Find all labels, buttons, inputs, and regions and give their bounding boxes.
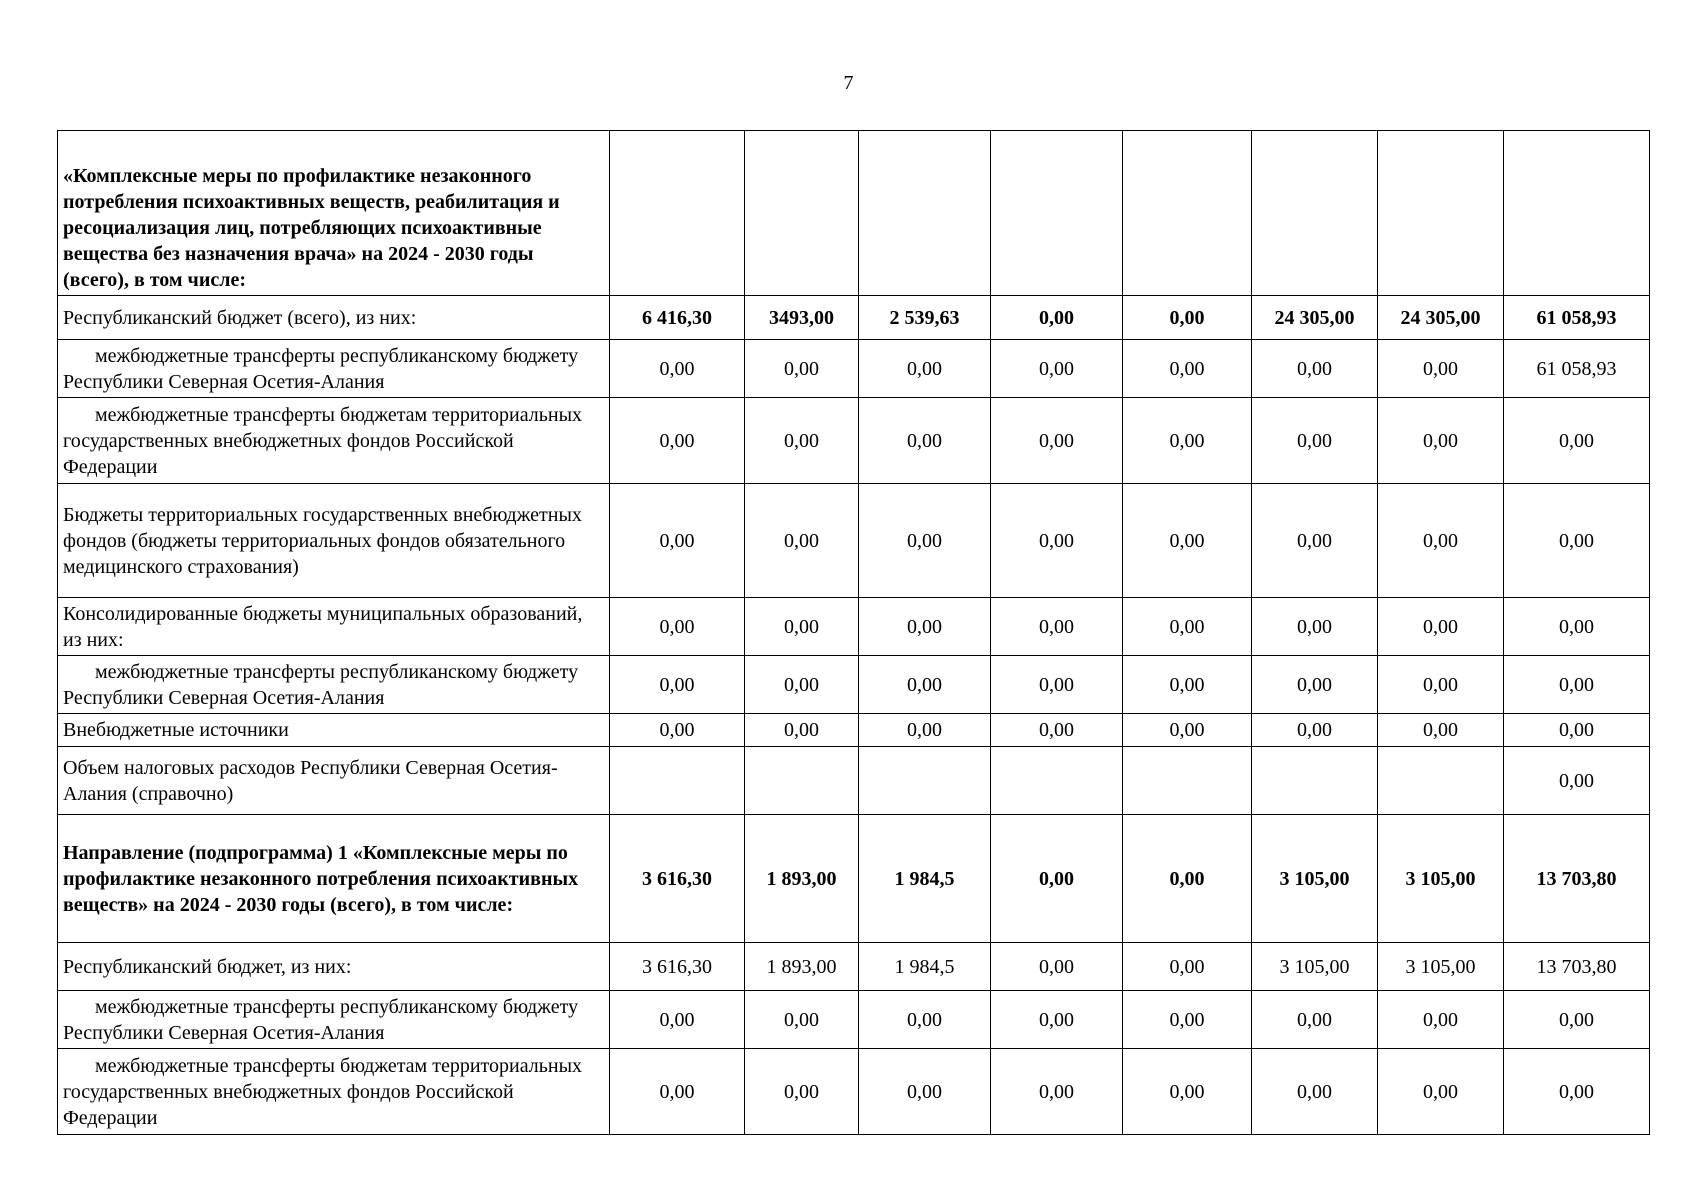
value-cell: 0,00 xyxy=(1252,598,1378,656)
table-row xyxy=(58,714,1650,747)
value-cell: 0,00 xyxy=(745,398,859,484)
value-cell: 1 893,00 xyxy=(745,943,859,991)
value-cell xyxy=(745,747,859,815)
value-cell: 13 703,80 xyxy=(1504,943,1650,991)
value-cell: 0,00 xyxy=(1252,656,1378,714)
table-row xyxy=(58,991,1650,1049)
value-cell: 0,00 xyxy=(991,1049,1123,1135)
value-cell xyxy=(859,131,991,296)
value-cell xyxy=(610,131,745,296)
value-cell: 0,00 xyxy=(1378,484,1504,598)
value-cell: 0,00 xyxy=(1123,656,1252,714)
value-cell: 0,00 xyxy=(745,1049,859,1135)
value-cell: 3 105,00 xyxy=(1378,815,1504,943)
value-cell: 0,00 xyxy=(1123,296,1252,340)
value-cell: 0,00 xyxy=(1252,484,1378,598)
table-row xyxy=(58,815,1650,943)
value-cell: 0,00 xyxy=(991,815,1123,943)
row-label: Объем налоговых расходов Республики Северная Осетия-Алания (справочно) xyxy=(58,747,610,815)
value-cell: 0,00 xyxy=(1123,815,1252,943)
value-cell: 0,00 xyxy=(1378,598,1504,656)
row-label: межбюджетные трансферты республиканскому бюджету Республики Северная Осетия-Алания xyxy=(58,340,610,398)
value-cell: 0,00 xyxy=(859,340,991,398)
table-row xyxy=(58,1049,1650,1135)
value-cell xyxy=(859,747,991,815)
value-cell: 0,00 xyxy=(610,991,745,1049)
row-label: Республиканский бюджет (всего), из них: xyxy=(58,296,610,340)
value-cell: 0,00 xyxy=(610,484,745,598)
value-cell: 0,00 xyxy=(1252,991,1378,1049)
value-cell: 0,00 xyxy=(1123,991,1252,1049)
value-cell: 0,00 xyxy=(1378,656,1504,714)
value-cell: 0,00 xyxy=(991,340,1123,398)
table-row xyxy=(58,943,1650,991)
table-row xyxy=(58,747,1650,815)
value-cell: 61 058,93 xyxy=(1504,340,1650,398)
value-cell: 2 539,63 xyxy=(859,296,991,340)
value-cell: 0,00 xyxy=(745,484,859,598)
value-cell: 1 984,5 xyxy=(859,815,991,943)
value-cell: 0,00 xyxy=(991,484,1123,598)
value-cell: 0,00 xyxy=(1378,398,1504,484)
row-label: межбюджетные трансферты республиканскому бюджету Республики Северная Осетия-Алания xyxy=(58,656,610,714)
value-cell: 0,00 xyxy=(859,656,991,714)
value-cell: 0,00 xyxy=(1504,398,1650,484)
value-cell xyxy=(1504,131,1650,296)
row-label: Внебюджетные источники xyxy=(58,714,610,747)
value-cell xyxy=(1123,747,1252,815)
value-cell: 0,00 xyxy=(1504,747,1650,815)
value-cell: 0,00 xyxy=(1378,714,1504,747)
value-cell: 6 416,30 xyxy=(610,296,745,340)
value-cell xyxy=(1378,131,1504,296)
value-cell: 3 105,00 xyxy=(1378,943,1504,991)
value-cell: 0,00 xyxy=(991,714,1123,747)
value-cell: 0,00 xyxy=(1123,943,1252,991)
value-cell xyxy=(991,747,1123,815)
value-cell xyxy=(1123,131,1252,296)
value-cell: 0,00 xyxy=(991,656,1123,714)
value-cell: 0,00 xyxy=(1123,484,1252,598)
value-cell xyxy=(610,747,745,815)
value-cell xyxy=(1252,747,1378,815)
value-cell: 0,00 xyxy=(610,340,745,398)
value-cell: 0,00 xyxy=(1504,484,1650,598)
value-cell: 0,00 xyxy=(745,598,859,656)
value-cell: 0,00 xyxy=(859,398,991,484)
value-cell: 61 058,93 xyxy=(1504,296,1650,340)
value-cell: 3 105,00 xyxy=(1252,815,1378,943)
value-cell: 0,00 xyxy=(1252,1049,1378,1135)
table-row xyxy=(58,131,1650,296)
value-cell: 24 305,00 xyxy=(1378,296,1504,340)
value-cell: 0,00 xyxy=(991,398,1123,484)
table-row xyxy=(58,656,1650,714)
value-cell: 0,00 xyxy=(991,943,1123,991)
value-cell: 0,00 xyxy=(1504,991,1650,1049)
row-label: «Комплексные меры по профилактике незаконного потребления психоактивных веществ, реабилитация и ресоциализация лиц, потребляющих психоактивные вещества без назначения врача» на 2024 - 2030 годы (всего), в том числе: xyxy=(58,131,610,296)
value-cell: 0,00 xyxy=(610,398,745,484)
value-cell: 24 305,00 xyxy=(1252,296,1378,340)
value-cell: 0,00 xyxy=(1504,1049,1650,1135)
value-cell: 0,00 xyxy=(1123,1049,1252,1135)
value-cell: 3 616,30 xyxy=(610,815,745,943)
value-cell: 0,00 xyxy=(1504,656,1650,714)
row-label: Консолидированные бюджеты муниципальных образований, из них: xyxy=(58,598,610,656)
value-cell: 0,00 xyxy=(1252,340,1378,398)
value-cell: 0,00 xyxy=(1123,598,1252,656)
table-row xyxy=(58,398,1650,484)
value-cell: 3 616,30 xyxy=(610,943,745,991)
value-cell: 0,00 xyxy=(610,656,745,714)
row-label: межбюджетные трансферты бюджетам территориальных государственных внебюджетных фондов Российской Федерации xyxy=(58,398,610,484)
budget-table xyxy=(57,130,1650,1135)
value-cell: 0,00 xyxy=(1123,714,1252,747)
value-cell: 0,00 xyxy=(610,1049,745,1135)
value-cell: 0,00 xyxy=(1123,398,1252,484)
row-label: Республиканский бюджет, из них: xyxy=(58,943,610,991)
table-row xyxy=(58,598,1650,656)
value-cell: 0,00 xyxy=(859,991,991,1049)
row-label: межбюджетные трансферты бюджетам территориальных государственных внебюджетных фондов Российской Федерации xyxy=(58,1049,610,1135)
value-cell: 0,00 xyxy=(1378,340,1504,398)
value-cell: 0,00 xyxy=(610,598,745,656)
table-row xyxy=(58,484,1650,598)
row-label: Направление (подпрограмма) 1 «Комплексные меры по профилактике незаконного потребления психоактивных веществ» на 2024 - 2030 годы (всего), в том числе: xyxy=(58,815,610,943)
value-cell: 0,00 xyxy=(859,714,991,747)
value-cell: 1 984,5 xyxy=(859,943,991,991)
value-cell: 0,00 xyxy=(1378,1049,1504,1135)
value-cell xyxy=(745,131,859,296)
value-cell: 0,00 xyxy=(1123,340,1252,398)
value-cell: 1 893,00 xyxy=(745,815,859,943)
table-body xyxy=(58,131,1650,1135)
row-label: Бюджеты территориальных государственных внебюджетных фондов (бюджеты территориальных фондов обязательного медицинского страхования) xyxy=(58,484,610,598)
value-cell: 0,00 xyxy=(745,340,859,398)
value-cell: 0,00 xyxy=(745,714,859,747)
page-number: 7 xyxy=(843,72,854,94)
value-cell: 0,00 xyxy=(745,656,859,714)
value-cell: 0,00 xyxy=(610,714,745,747)
value-cell: 0,00 xyxy=(1504,714,1650,747)
value-cell: 0,00 xyxy=(991,598,1123,656)
value-cell: 0,00 xyxy=(859,1049,991,1135)
value-cell: 3 105,00 xyxy=(1252,943,1378,991)
value-cell: 0,00 xyxy=(859,484,991,598)
value-cell: 0,00 xyxy=(1504,598,1650,656)
value-cell: 0,00 xyxy=(1378,991,1504,1049)
table-row xyxy=(58,340,1650,398)
value-cell xyxy=(1252,131,1378,296)
value-cell: 0,00 xyxy=(1252,714,1378,747)
table-row xyxy=(58,296,1650,340)
value-cell: 0,00 xyxy=(991,296,1123,340)
value-cell xyxy=(1378,747,1504,815)
value-cell: 3493,00 xyxy=(745,296,859,340)
value-cell: 0,00 xyxy=(745,991,859,1049)
value-cell: 13 703,80 xyxy=(1504,815,1650,943)
row-label: межбюджетные трансферты республиканскому бюджету Республики Северная Осетия-Алания xyxy=(58,991,610,1049)
value-cell: 0,00 xyxy=(859,598,991,656)
value-cell xyxy=(991,131,1123,296)
value-cell: 0,00 xyxy=(991,991,1123,1049)
value-cell: 0,00 xyxy=(1252,398,1378,484)
